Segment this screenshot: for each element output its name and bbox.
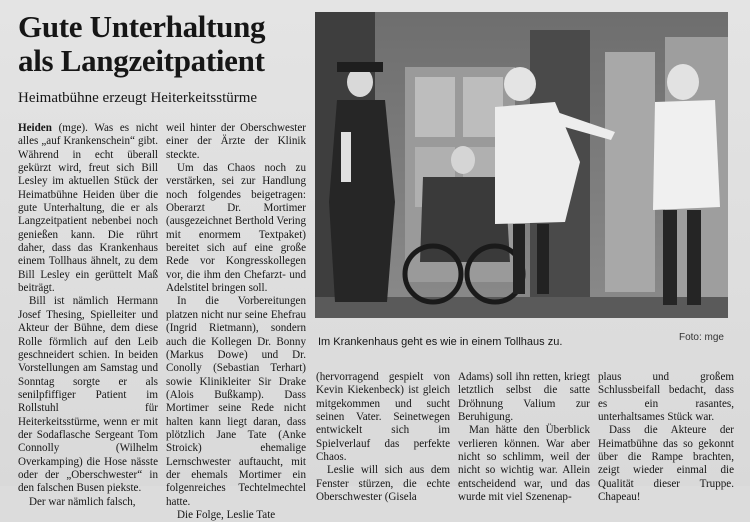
paragraph: Leslie will sich aus dem Fenster stürzen, die echte Oberschwester (Gisela — [316, 464, 450, 504]
photo-credit: Foto: mge — [678, 332, 724, 343]
paragraph: plaus und großem Schlussbeifall bedacht, dass es ein rasantes, unterhaltsames Stück war. — [598, 371, 734, 424]
paragraph: Man hätte den Überblick verlieren können. War aber nicht so schlimm, weil der nicht so wichtig war. Allein entscheidend war, und das wurde mit viel Szenenap- — [458, 424, 590, 504]
article-column-2 — [166, 122, 306, 522]
stage-photo — [315, 12, 728, 318]
paragraph: Heiden (mge). Was es nicht alles „auf Krankenschein“ gibt. Während in echt überall gekürzt wird, freut sich Bill Lesley im aktuellen Stück der Heimatbühne Heiden über die gute Unterhaltung, die er als Langzeitpatient nebenbei noch genießen kann. Die rührt daher, dass das Krankenhaus einem Tollhaus ähnelt, zu dem Bill Lesley ein gerüttelt Maß beiträgt. — [18, 122, 158, 295]
headline — [18, 10, 308, 78]
article-column-3 — [316, 371, 450, 504]
paragraph: Dass die Akteure der Heimatbühne das so gekonnt über die Rampe brachten, zeigt wieder einmal die Qualität dieser Truppe. Chapeau! — [598, 424, 734, 504]
paragraph: In die Vorbereitungen platzen nicht nur seine Ehefrau (Ingrid Rietmann), sondern auch die Kollegen Dr. Bonny (Markus Dowe) und Dr. Conolly (Sebastian Terhart) sowie Klinikleiter Sir Drake (Alois Bußkamp). Dass Mortimer seine Rede nicht halten kann liegt daran, dass plötzlich Jane Tate (Anke Stroick) ehemalige Lernschwester auftaucht, mit der ehemals Mortimer ein folgenreiches Techtelmechtel hatte. — [166, 295, 306, 508]
subheadline: Heimatbühne erzeugt Heiterkeitsstürme — [18, 90, 258, 106]
article-column-1 — [18, 122, 158, 509]
paragraph: Die Folge, Leslie Tate — [177, 508, 276, 521]
paragraph: Der war nämlich falsch, — [29, 495, 136, 508]
article-column-4 — [458, 371, 590, 504]
headline-line-1: Gute Unterhaltung — [18, 9, 266, 44]
paragraph: Bill ist nämlich Hermann Josef Thesing, Spielleiter und Akteur der Bühne, dem diese Rolle förmlich auf den Leib geschneidert schien. In beiden Vorstellungen am Samstag und Sonntag sorgte er als senilpfiffiger Patient im Rollstuhl für Heiterkeitsstürme, wenn er mit der Sodaflasche Sergeant Tom Connolly (Wilhelm Overkamping) die Hose nässte oder der „Oberschwester“ in den falschen Busen piekste. — [18, 295, 158, 495]
paragraph: Um das Chaos noch zu verstärken, sei zur Handlung noch folgendes beigetragen: Oberarzt Dr. Mortimer (ausgezeichnet Berthold Vering mit enormem Textpaket) bereitet sich auf eine große Rede vor Kongresskollegen vor, die ihm den Chefarzt- und Adelstitel bringen soll. — [166, 162, 306, 295]
headline-line-2: als Langzeitpatient — [18, 43, 265, 78]
paragraph: weil hinter der Oberschwester einer der Ärzte der Klinik steckte. — [166, 122, 306, 161]
paragraph: (hervorragend gespielt von Kevin Kiekenbeck) ist gleich mitgekommen und sucht seinen Vater. Seinetwegen entwickelt sich im Spielverlauf das perfekte Chaos. — [316, 371, 450, 464]
photo-caption: Im Krankenhaus geht es wie in einem Tollhaus zu. — [318, 336, 563, 348]
stage-photo-image — [315, 12, 728, 318]
article-column-5 — [598, 371, 734, 504]
paragraph: Adams) soll ihn retten, kriegt letztlich selbst die satte Dröhnung Valium zur Beruhigung. — [458, 371, 590, 424]
dateline: Heiden — [18, 122, 52, 134]
